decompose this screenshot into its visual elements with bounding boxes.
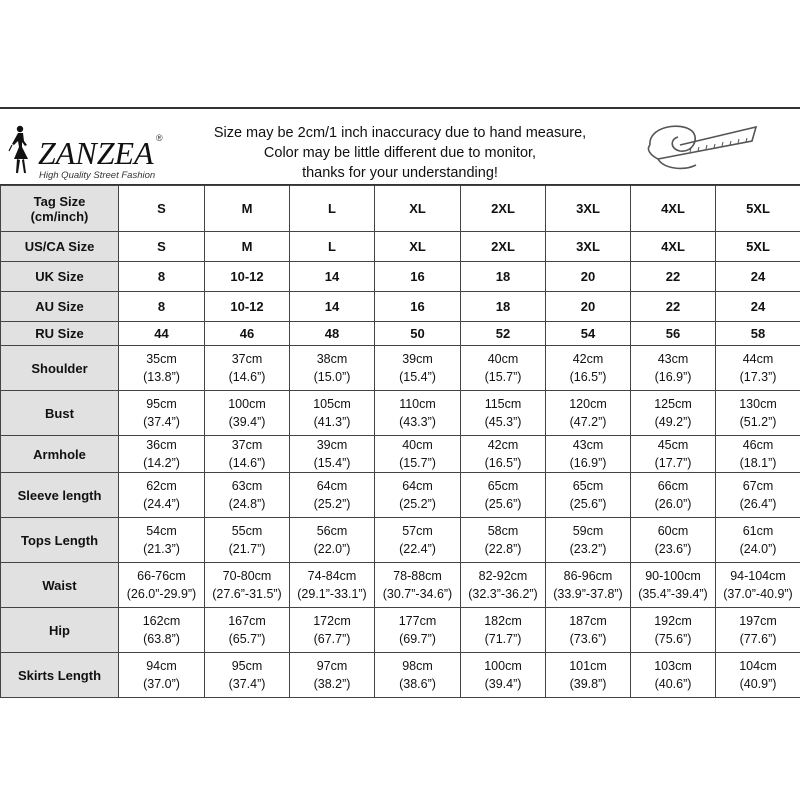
cm-value: 125cm: [654, 397, 692, 411]
measurement-cell: [716, 653, 800, 698]
measurement-row: [1, 473, 800, 518]
measurement-cell: [546, 391, 631, 436]
measurement-cell: [716, 518, 800, 563]
inch-value: (38.6”): [399, 677, 436, 691]
brand-name: ZANZEA: [38, 135, 154, 171]
cm-value: 62cm: [146, 479, 177, 493]
inch-value: (69.7”): [399, 632, 436, 646]
size-cell: 22: [631, 292, 716, 322]
measurement-cell: [290, 346, 375, 391]
cm-value: 64cm: [316, 479, 348, 493]
measurement-cell: [716, 473, 800, 518]
cm-value: 197cm: [739, 614, 777, 628]
measurement-cell: [546, 346, 631, 391]
inch-value: (38.2”): [313, 677, 351, 691]
size-cell: 8: [119, 292, 205, 322]
measuring-tape-icon: [640, 115, 760, 181]
cm-value: 57cm: [402, 524, 433, 538]
cm-value: 103cm: [654, 659, 692, 673]
size-chart-header: [0, 107, 800, 185]
cm-value: 45cm: [657, 438, 689, 452]
measurement-cell: [375, 518, 461, 563]
cm-value: 65cm: [487, 479, 519, 493]
notice-line: Color may be little different due to monitor,: [263, 145, 537, 161]
size-row: [1, 232, 800, 262]
size-cell: 16: [375, 262, 461, 292]
row-label-text: AU Size: [35, 299, 84, 314]
measurement-row: [1, 391, 800, 436]
measurement-cell: [119, 608, 205, 653]
brand-tagline: High Quality Street Fashion: [39, 170, 156, 181]
notice-line: thanks for your understanding!: [302, 165, 498, 181]
inch-value: (41.3”): [313, 415, 351, 429]
inch-value: (39.4”): [484, 677, 522, 691]
size-cell: 4XL: [631, 186, 716, 232]
cm-value: 42cm: [487, 438, 519, 452]
cm-value: 70-80cm: [222, 569, 272, 583]
measurement-cell: [631, 608, 716, 653]
size-cell: 58: [716, 322, 800, 346]
measurement-cell: [119, 473, 205, 518]
cm-value: 61cm: [742, 524, 774, 538]
measurement-cell: [205, 563, 290, 608]
inch-value: (23.6”): [654, 542, 692, 556]
measurement-cell: [546, 563, 631, 608]
inch-value: (15.4”): [313, 456, 351, 470]
measurement-cell: [290, 518, 375, 563]
measurement-cell: [546, 518, 631, 563]
measurement-cell: [375, 563, 461, 608]
size-cell: 54: [546, 322, 631, 346]
cm-value: 82-92cm: [478, 569, 528, 583]
row-label: Skirts Length: [1, 653, 119, 698]
measurement-cell: [546, 473, 631, 518]
measurement-cell: [631, 653, 716, 698]
inch-value: (27.6”-31.5”): [212, 587, 282, 601]
inch-value: (49.2”): [654, 415, 692, 429]
cm-value: 42cm: [572, 352, 604, 366]
size-cell: XL: [375, 186, 461, 232]
measurement-cell: [205, 653, 290, 698]
inch-value: (37.0”): [143, 677, 180, 691]
size-cell: 5XL: [716, 186, 800, 232]
inch-value: (39.8”): [569, 677, 607, 691]
measurement-cell: [205, 518, 290, 563]
size-row: [1, 292, 800, 322]
size-cell: 24: [716, 262, 800, 292]
row-label: Shoulder: [1, 346, 119, 391]
size-cell: 2XL: [461, 186, 546, 232]
inch-value: (25.2”): [313, 497, 351, 511]
inch-value: (45.3”): [484, 415, 522, 429]
inch-value: (22.0”): [313, 542, 351, 556]
cm-value: 104cm: [739, 659, 777, 673]
size-cell: 8: [119, 262, 205, 292]
inch-value: (16.9”): [569, 456, 607, 470]
cm-value: 172cm: [313, 614, 351, 628]
inch-value: (16.9”): [654, 370, 692, 384]
measurement-cell: [716, 436, 800, 473]
cm-value: 38cm: [316, 352, 348, 366]
inch-value: (33.9”-37.8”): [553, 587, 623, 601]
measurement-cell: [631, 391, 716, 436]
cm-value: 94-104cm: [730, 569, 786, 583]
size-cell: M: [205, 186, 290, 232]
inch-value: (26.0”-29.9”): [126, 587, 197, 601]
measurement-cell: [290, 608, 375, 653]
cm-value: 39cm: [402, 352, 433, 366]
cm-value: 54cm: [146, 524, 177, 538]
size-cell: 22: [631, 262, 716, 292]
inch-value: (22.4”): [399, 542, 436, 556]
measurement-cell: [119, 346, 205, 391]
inch-value: (17.3”): [739, 370, 777, 384]
cm-value: 36cm: [146, 438, 177, 452]
size-cell: 10-12: [205, 262, 290, 292]
row-label: [1, 292, 119, 322]
cm-value: 110cm: [399, 397, 436, 411]
row-label: [1, 232, 119, 262]
inch-value: (37.4”): [143, 415, 180, 429]
measurement-cell: [119, 518, 205, 563]
size-row: [1, 186, 800, 232]
row-label: Armhole: [1, 436, 119, 473]
inch-value: (77.6”): [739, 632, 777, 646]
size-cell: L: [290, 232, 375, 262]
inch-value: (16.5”): [484, 456, 522, 470]
measurement-cell: [205, 473, 290, 518]
cm-value: 44cm: [742, 352, 774, 366]
cm-value: 78-88cm: [393, 569, 442, 583]
inch-value: (14.6”): [228, 370, 266, 384]
cm-value: 192cm: [654, 614, 692, 628]
inch-value: (40.9”): [739, 677, 777, 691]
size-cell: XL: [375, 232, 461, 262]
measurement-cell: [290, 436, 375, 473]
measurement-cell: [119, 653, 205, 698]
size-cell: 10-12: [205, 292, 290, 322]
inch-value: (67.7”): [313, 632, 351, 646]
cm-value: 98cm: [402, 659, 433, 673]
inch-value: (63.8”): [143, 632, 180, 646]
inch-value: (15.7”): [484, 370, 522, 384]
inch-value: (43.3”): [399, 415, 436, 429]
inch-value: (65.7”): [228, 632, 266, 646]
measurement-cell: [716, 608, 800, 653]
inch-value: (75.6”): [654, 632, 692, 646]
inch-value: (26.0”): [654, 497, 692, 511]
size-cell: 18: [461, 262, 546, 292]
size-cell: 48: [290, 322, 375, 346]
inch-value: (24.0”): [739, 542, 777, 556]
measurement-cell: [546, 608, 631, 653]
cm-value: 100cm: [484, 659, 522, 673]
row-label: Hip: [1, 608, 119, 653]
inch-value: (37.0”-40.9”): [723, 587, 793, 601]
cm-value: 67cm: [742, 479, 774, 493]
measurement-row: [1, 608, 800, 653]
size-cell: L: [290, 186, 375, 232]
size-cell: 44: [119, 322, 205, 346]
size-cell: 14: [290, 262, 375, 292]
measurement-cell: [290, 473, 375, 518]
cm-value: 95cm: [146, 397, 177, 411]
inch-value: (32.3”-36.2”): [468, 587, 538, 601]
measurement-cell: [290, 563, 375, 608]
cm-value: 66cm: [657, 479, 689, 493]
inch-value: (30.7”-34.6”): [382, 587, 453, 601]
row-label: Waist: [1, 563, 119, 608]
inch-value: (24.4”): [143, 497, 180, 511]
measurement-cell: [461, 391, 546, 436]
inch-value: (21.7”): [228, 542, 266, 556]
size-cell: 52: [461, 322, 546, 346]
measurement-cell: [205, 608, 290, 653]
row-label: [1, 322, 119, 346]
inch-value: (15.7”): [399, 456, 436, 470]
size-cell: 5XL: [716, 232, 800, 262]
size-cell: 16: [375, 292, 461, 322]
cm-value: 43cm: [657, 352, 689, 366]
measurement-cell: [119, 391, 205, 436]
inch-value: (25.2”): [399, 497, 436, 511]
cm-value: 39cm: [316, 438, 348, 452]
inch-value: (22.8”): [484, 542, 522, 556]
row-label: Bust: [1, 391, 119, 436]
measurement-row: [1, 436, 800, 473]
row-label-text: RU Size: [35, 326, 84, 341]
inch-value: (71.7”): [484, 632, 522, 646]
fashion-figure-icon: [6, 123, 36, 178]
cm-value: 59cm: [572, 524, 604, 538]
row-label-text: UK Size: [35, 269, 84, 284]
inch-value: (25.6”): [484, 497, 522, 511]
measurement-cell: [375, 473, 461, 518]
measurement-row: [1, 653, 800, 698]
cm-value: 37cm: [231, 352, 263, 366]
measurement-cell: [375, 608, 461, 653]
row-label: Sleeve length: [1, 473, 119, 518]
measurement-cell: [375, 653, 461, 698]
size-cell: M: [205, 232, 290, 262]
measurement-cell: [119, 563, 205, 608]
size-cell: 20: [546, 292, 631, 322]
measurement-cell: [461, 436, 546, 473]
measurement-cell: [375, 391, 461, 436]
inch-value: (18.1”): [739, 456, 777, 470]
measurement-cell: [461, 653, 546, 698]
cm-value: 40cm: [402, 438, 433, 452]
cm-value: 58cm: [487, 524, 519, 538]
cm-value: 55cm: [231, 524, 263, 538]
measurement-cell: [375, 436, 461, 473]
cm-value: 162cm: [142, 614, 181, 628]
cm-value: 95cm: [231, 659, 263, 673]
size-cell: 3XL: [546, 186, 631, 232]
measurement-cell: [205, 436, 290, 473]
size-cell: 2XL: [461, 232, 546, 262]
row-label: Tops Length: [1, 518, 119, 563]
measurement-row: [1, 346, 800, 391]
measurement-cell: [461, 346, 546, 391]
measurement-cell: [461, 608, 546, 653]
size-cell: 3XL: [546, 232, 631, 262]
cm-value: 56cm: [316, 524, 348, 538]
measurement-row: [1, 563, 800, 608]
size-chart-table: [0, 185, 800, 698]
cm-value: 60cm: [657, 524, 689, 538]
measurement-cell: [119, 436, 205, 473]
cm-value: 35cm: [146, 352, 177, 366]
inch-value: (15.0”): [313, 370, 351, 384]
measurement-cell: [546, 436, 631, 473]
cm-value: 167cm: [228, 614, 266, 628]
inch-value: (17.7”): [654, 456, 692, 470]
size-cell: 50: [375, 322, 461, 346]
inch-value: (14.6”): [228, 456, 266, 470]
measurement-cell: [716, 346, 800, 391]
size-cell: 4XL: [631, 232, 716, 262]
inch-value: (23.2”): [569, 542, 607, 556]
row-label: [1, 262, 119, 292]
inch-value: (15.4”): [399, 370, 436, 384]
cm-value: 74-84cm: [307, 569, 357, 583]
measurement-cell: [716, 563, 800, 608]
cm-value: 46cm: [742, 438, 774, 452]
cm-value: 130cm: [739, 397, 777, 411]
measurement-cell: [631, 563, 716, 608]
measurement-cell: [631, 436, 716, 473]
notice-line: Size may be 2cm/1 inch inaccuracy due to hand measure,: [213, 125, 587, 141]
inch-value: (40.6”): [654, 677, 692, 691]
size-cell: 56: [631, 322, 716, 346]
cm-value: 64cm: [402, 479, 433, 493]
inch-value: (14.2”): [143, 456, 180, 470]
inch-value: (25.6”): [569, 497, 607, 511]
size-cell: 46: [205, 322, 290, 346]
cm-value: 66-76cm: [137, 569, 186, 583]
size-row: [1, 262, 800, 292]
cm-value: 97cm: [316, 659, 348, 673]
size-row: [1, 322, 800, 346]
size-cell: 18: [461, 292, 546, 322]
cm-value: 65cm: [572, 479, 604, 493]
cm-value: 94cm: [146, 659, 177, 673]
measurement-cell: [631, 518, 716, 563]
cm-value: 90-100cm: [645, 569, 701, 583]
cm-value: 187cm: [569, 614, 607, 628]
size-cell: S: [119, 186, 205, 232]
measurement-cell: [290, 391, 375, 436]
row-label-text: Tag Size: [33, 193, 86, 209]
measurement-cell: [631, 346, 716, 391]
inch-value: (24.8”): [228, 497, 266, 511]
cm-value: 37cm: [231, 438, 263, 452]
inch-value: (51.2”): [739, 415, 777, 429]
inch-value: (16.5”): [569, 370, 607, 384]
size-cell: 14: [290, 292, 375, 322]
inch-value: (35.4”-39.4”): [638, 587, 708, 601]
inch-value: (29.1”-33.1”): [297, 587, 367, 601]
measurement-cell: [375, 346, 461, 391]
cm-value: 100cm: [228, 397, 266, 411]
size-cell: 24: [716, 292, 800, 322]
inch-value: (39.4”): [228, 415, 266, 429]
inch-value: (13.8”): [143, 370, 180, 384]
cm-value: 63cm: [231, 479, 263, 493]
cm-value: 86-96cm: [563, 569, 613, 583]
cm-value: 177cm: [398, 614, 437, 628]
cm-value: 115cm: [484, 397, 522, 411]
measurement-cell: [716, 391, 800, 436]
inch-value: (37.4”): [228, 677, 266, 691]
inch-value: (21.3”): [143, 542, 180, 556]
measurement-cell: [461, 473, 546, 518]
registered-mark: ®: [156, 133, 163, 143]
measurement-cell: [205, 391, 290, 436]
measurement-row: [1, 518, 800, 563]
row-label: [1, 186, 119, 232]
measurement-cell: [205, 346, 290, 391]
measurement-cell: [461, 563, 546, 608]
cm-value: 40cm: [487, 352, 519, 366]
inch-value: (47.2”): [569, 415, 607, 429]
cm-value: 105cm: [313, 397, 351, 411]
measurement-cell: [631, 473, 716, 518]
inch-value: (73.6”): [569, 632, 607, 646]
size-cell: S: [119, 232, 205, 262]
size-cell: 20: [546, 262, 631, 292]
cm-value: 43cm: [572, 438, 604, 452]
measurement-cell: [461, 518, 546, 563]
measurement-cell: [290, 653, 375, 698]
measurement-cell: [546, 653, 631, 698]
inch-value: (26.4”): [739, 497, 777, 511]
row-label-text: US/CA Size: [24, 239, 95, 254]
cm-value: 120cm: [569, 397, 607, 411]
cm-value: 101cm: [569, 659, 607, 673]
measurement-notice: [195, 123, 605, 183]
brand-logo: [6, 121, 181, 181]
row-label-text: (cm/inch): [30, 208, 89, 224]
cm-value: 182cm: [484, 614, 522, 628]
